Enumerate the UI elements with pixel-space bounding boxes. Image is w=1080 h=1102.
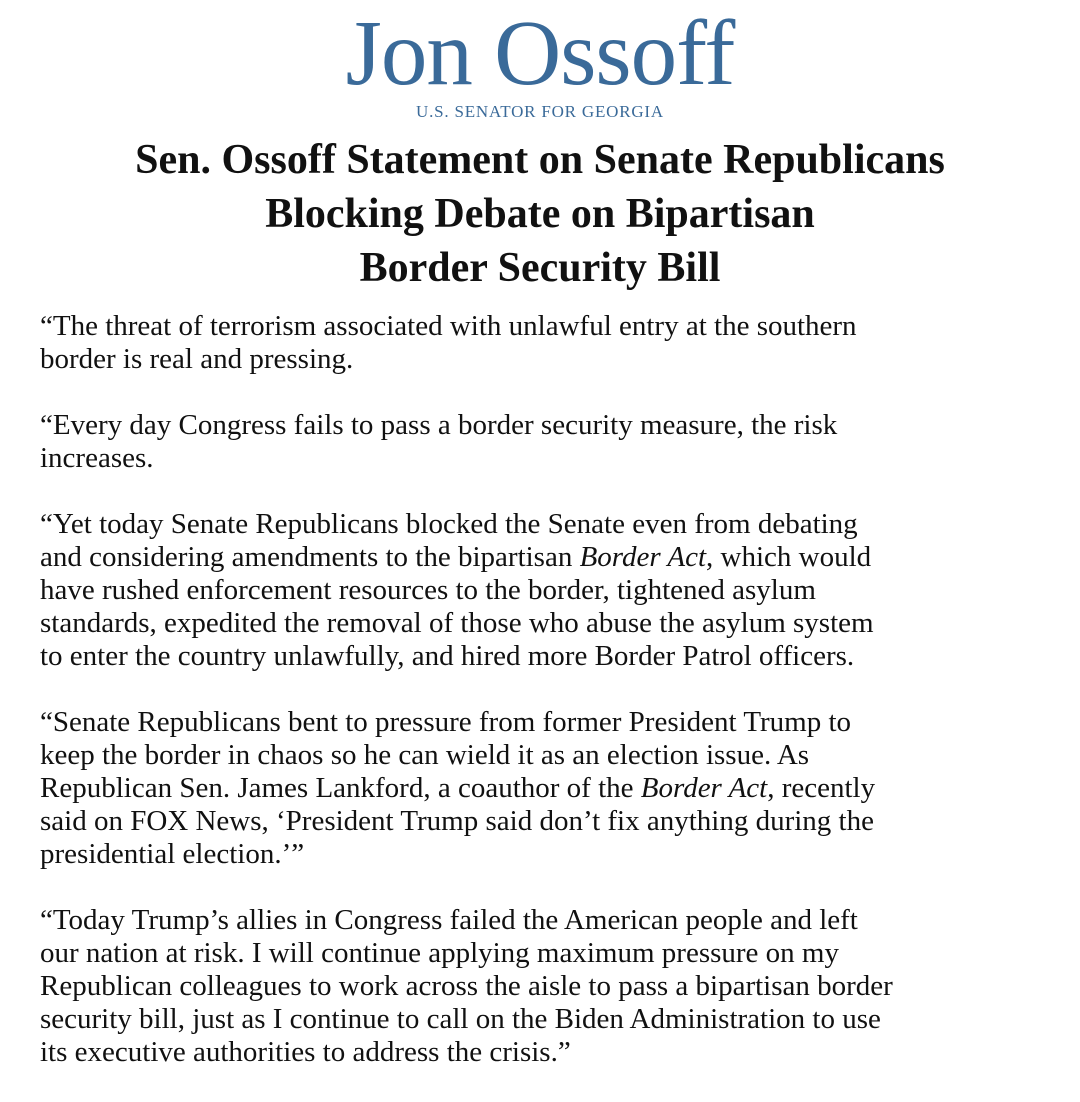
paragraph-line: “The threat of terrorism associated with unlawful entry at the southern [40,310,857,342]
statement-body [40,310,1050,1102]
paragraph-line: “Senate Republicans bent to pressure from former President Trump to [40,706,852,738]
text-run: , recently [767,772,876,804]
paragraph-line [40,772,1050,805]
paragraph-line: security bill, just as I continue to call on the Biden Administration to use [40,1003,881,1035]
paragraph-line [40,541,1050,574]
paragraph-line: border is real and pressing. [40,343,354,375]
headline-line: Sen. Ossoff Statement on Senate Republicans [135,137,945,183]
paragraph-line: said on FOX News, ‘President Trump said don’t fix anything during the [40,805,874,837]
paragraph-line: standards, expedited the removal of those who abuse the asylum system [40,607,874,639]
logo-subtitle: U.S. SENATOR FOR GEORGIA [416,102,664,121]
paragraph-line: keep the border in chaos so he can wield it as an election issue. As [40,739,810,771]
paragraph-line: have rushed enforcement resources to the border, tightened asylum [40,574,816,606]
paragraph-line: our nation at risk. I will continue applying maximum pressure on my [40,937,839,969]
statement-paragraph [40,310,1050,376]
bill-name-italic: Border Act [640,772,768,804]
paragraph-line: “Every day Congress fails to pass a border security measure, the risk [40,409,838,441]
logo-wordmark: Jon Ossoff [345,2,735,105]
paragraph-line: its executive authorities to address the crisis.” [40,1036,571,1068]
statement-paragraph [40,904,1050,1069]
statement-paragraph [40,409,1050,475]
text-run: and considering amendments to the bipartisan [40,541,580,573]
paragraph-line: “Yet today Senate Republicans blocked the Senate even from debating [40,508,858,540]
statement-paragraph [40,508,1050,673]
paragraph-line: presidential election.’” [40,838,305,870]
paragraph-line: to enter the country unlawfully, and hired more Border Patrol officers. [40,640,855,672]
text-run: Republican Sen. James Lankford, a coauthor of the [40,772,641,804]
paragraph-line: Republican colleagues to work across the aisle to pass a bipartisan border [40,970,893,1002]
headline-line: Blocking Debate on Bipartisan [265,191,815,237]
bill-name-italic: Border Act [579,541,707,573]
headline [0,133,1080,295]
statement-paragraph [40,706,1050,871]
paragraph-line: increases. [40,442,154,474]
headline-line: Border Security Bill [359,245,721,291]
text-run: , which would [706,541,872,573]
paragraph-line: “Today Trump’s allies in Congress failed the American people and left [40,904,858,936]
